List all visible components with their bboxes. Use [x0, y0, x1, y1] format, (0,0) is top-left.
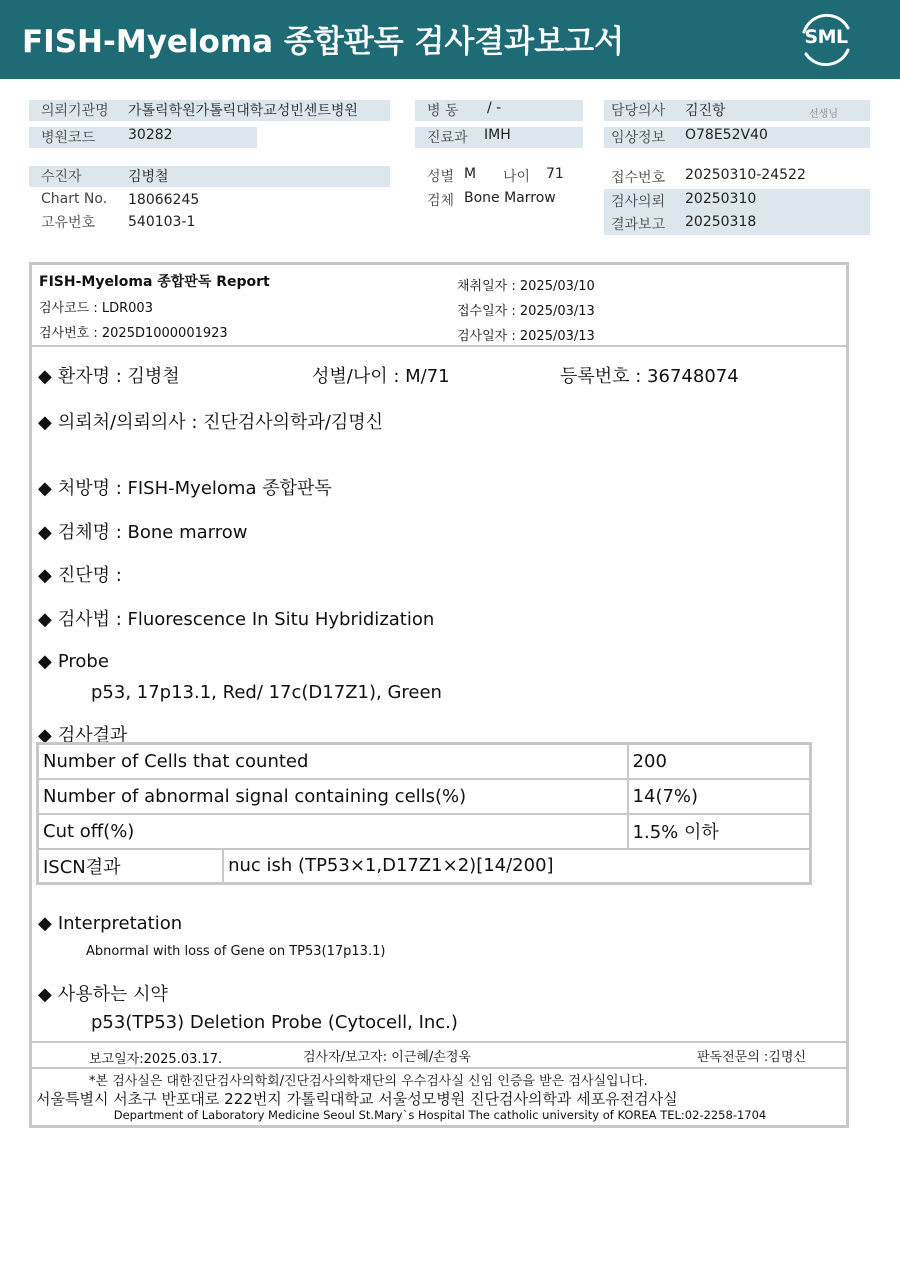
ward-label: 병 동: [427, 103, 459, 119]
test-request-date: 20250310: [685, 191, 757, 207]
specimen-line: [38, 518, 247, 544]
requester-line: [38, 408, 383, 434]
age: 71: [546, 166, 564, 182]
result-table: [36, 742, 812, 885]
table-row: [38, 744, 811, 779]
method-text: 검사법 : Fluorescence In Situ Hybridization: [57, 609, 435, 630]
sml-logo: [796, 12, 856, 68]
report-title: FISH-Myeloma 종합판독 검사결과보고서: [22, 24, 625, 60]
logo-text: SML: [804, 26, 848, 48]
table-cell-value: 1.5% 이하: [628, 814, 811, 849]
requesting-org: 가톨릭학원가톨릭대학교성빈센트병원: [128, 103, 358, 119]
receipt-date: 접수일자 : 2025/03/13: [457, 304, 595, 319]
result-report-label: 결과보고: [611, 217, 666, 233]
diamond-icon: ◆: [38, 565, 52, 586]
requester-text: 의뢰처/의뢰의사 : 진단검사의학과/김명신: [57, 412, 384, 433]
requesting-org-label: 의뢰기관명: [41, 103, 109, 119]
prescription-line: [38, 474, 332, 500]
doctor-suffix: 선생님: [809, 109, 838, 120]
divider: [29, 1067, 849, 1069]
probe-heading: [38, 651, 109, 672]
clinical-label: 임상정보: [611, 130, 666, 146]
receipt-label: 접수번호: [611, 170, 666, 186]
probe-heading-text: Probe: [57, 651, 109, 672]
department-label: 진료과: [427, 130, 468, 146]
patient-label: 수진자: [41, 169, 82, 185]
reagent-heading-text: 사용하는 시약: [57, 984, 168, 1005]
probe-detail: p53, 17p13.1, Red/ 17c(D17Z1), Green: [91, 682, 442, 703]
collect-date: 채취일자 : 2025/03/10: [457, 279, 595, 294]
ward: / -: [487, 100, 502, 116]
unique-label: 고유번호: [41, 215, 96, 231]
doctor-label: 담당의사: [611, 103, 666, 119]
diamond-icon: ◆: [38, 522, 52, 543]
diamond-icon: ◆: [38, 984, 52, 1005]
sex-label: 성별: [427, 169, 455, 185]
interpretation-heading-text: Interpretation: [57, 913, 183, 934]
reagent-detail: p53(TP53) Deletion Probe (Cytocell, Inc.): [91, 1012, 458, 1033]
hospital-code-label: 병원코드: [41, 130, 96, 146]
specimen: Bone Marrow: [464, 190, 556, 206]
test-number: 검사번호 : 2025D1000001923: [39, 326, 228, 341]
test-date: 검사일자 : 2025/03/13: [457, 329, 595, 344]
table-row: [38, 849, 811, 884]
reagent-heading: [38, 980, 168, 1006]
result-report-date: 20250318: [685, 214, 757, 230]
diamond-icon: ◆: [38, 366, 52, 387]
table-cell-value: nuc ish (TP53×1,D17Z1×2)[14/200]: [223, 849, 810, 884]
sex-age-line: 성별/나이 : M/71: [312, 366, 450, 387]
test-request-label: 검사의뢰: [611, 194, 666, 210]
diagnosis-line: [38, 561, 122, 587]
table-row: [38, 814, 811, 849]
chart-label: Chart No.: [41, 191, 108, 207]
table-cell-label: ISCN결과: [38, 849, 224, 884]
table-cell-label: Number of Cells that counted: [38, 744, 628, 779]
report-date: 보고일자:2025.03.17.: [89, 1052, 223, 1067]
doctor: 김진항: [685, 103, 726, 119]
department-english: Department of Laboratory Medicine Seoul St.Mary`s Hospital The catholic university of KOREA TEL:02-2258-1704: [113, 1108, 767, 1122]
diamond-icon: ◆: [38, 651, 52, 672]
table-cell-label: Cut off(%): [38, 814, 628, 849]
receipt-number: 20250310-24522: [685, 167, 806, 183]
address: 서울특별시 서초구 반포대로 222번지 가톨릭대학교 서울성모병원 진단검사의학과 세포유전검사실: [36, 1090, 678, 1108]
prescription-text: 처방명 : FISH-Myeloma 종합판독: [57, 478, 332, 499]
diamond-icon: ◆: [38, 412, 52, 433]
reviewer: 판독전문의 :김명신: [697, 1050, 806, 1065]
table-cell-label: Number of abnormal signal containing cells(%): [38, 779, 628, 814]
specimen-text: 검체명 : Bone marrow: [57, 522, 248, 543]
patient-line: [38, 362, 180, 388]
certification-note: *본 검사실은 대한진단검사의학회/진단검사의학재단의 우수검사실 신임 인증을 받은 검사실입니다.: [89, 1074, 648, 1089]
hospital-code: 30282: [128, 127, 173, 143]
test-code: 검사코드 : LDR003: [39, 301, 153, 316]
patient-name-line: 환자명 : 김병철: [57, 366, 180, 387]
interpretation-detail: Abnormal with loss of Gene on TP53(17p13.1): [86, 944, 386, 959]
report-header: [0, 0, 900, 79]
sex: M: [464, 166, 477, 182]
method-line: [38, 605, 434, 631]
department: IMH: [484, 127, 511, 143]
tester: 검사자/보고자: 이근혜/손정욱: [303, 1050, 471, 1065]
table-row: [38, 779, 811, 814]
unique-number: 540103-1: [128, 214, 196, 230]
diagnosis-text: 진단명 :: [57, 565, 122, 586]
clinical-info: O78E52V40: [685, 127, 768, 143]
divider: [29, 1041, 849, 1043]
result-heading-text: 검사결과: [57, 725, 128, 746]
chart-number: 18066245: [128, 192, 200, 208]
table-cell-value: 200: [628, 744, 811, 779]
age-label: 나이: [503, 169, 531, 185]
interpretation-heading: [38, 913, 182, 934]
report-subtitle: FISH-Myeloma 종합판독 Report: [39, 274, 270, 290]
info-bar: [29, 166, 390, 187]
diamond-icon: ◆: [38, 609, 52, 630]
registration-line: 등록번호 : 36748074: [560, 366, 739, 387]
diamond-icon: ◆: [38, 913, 52, 934]
diamond-icon: ◆: [38, 725, 52, 746]
patient-name: 김병철: [128, 169, 169, 185]
diamond-icon: ◆: [38, 478, 52, 499]
specimen-label: 검체: [427, 193, 455, 209]
table-cell-value: 14(7%): [628, 779, 811, 814]
divider: [29, 345, 849, 347]
